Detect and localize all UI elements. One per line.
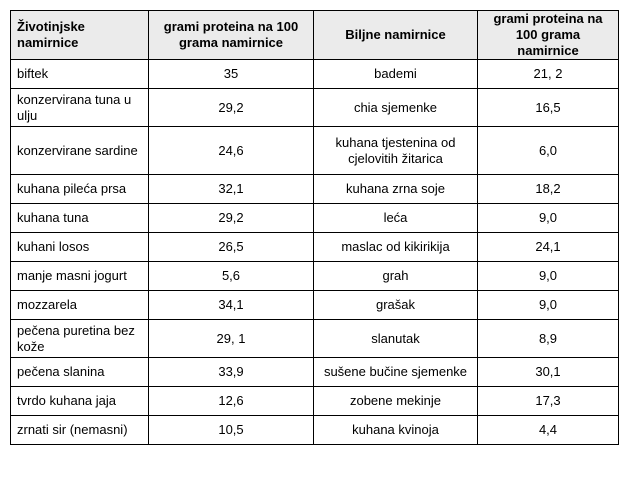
table-row	[11, 262, 619, 291]
table-row	[11, 89, 619, 127]
plant-protein-cell: 16,5	[478, 89, 619, 127]
plant-food-cell: zobene mekinje	[314, 387, 478, 416]
animal-food-cell: zrnati sir (nemasni)	[11, 416, 149, 445]
animal-protein-cell: 10,5	[149, 416, 314, 445]
animal-protein-cell: 34,1	[149, 291, 314, 320]
table-row	[11, 60, 619, 89]
table-row	[11, 416, 619, 445]
animal-protein-cell: 29, 1	[149, 320, 314, 358]
header-animal-foods: Životinjske namirnice	[11, 11, 149, 60]
table-row	[11, 233, 619, 262]
plant-food-cell: sušene bučine sjemenke	[314, 358, 478, 387]
header-plant-foods: Biljne namirnice	[314, 11, 478, 60]
plant-food-cell: slanutak	[314, 320, 478, 358]
animal-food-cell: konzervirana tuna u ulju	[11, 89, 149, 127]
animal-protein-cell: 12,6	[149, 387, 314, 416]
plant-protein-cell: 9,0	[478, 291, 619, 320]
animal-food-cell: biftek	[11, 60, 149, 89]
plant-food-cell: chia sjemenke	[314, 89, 478, 127]
animal-protein-cell: 24,6	[149, 127, 314, 175]
plant-protein-cell: 8,9	[478, 320, 619, 358]
header-row	[11, 11, 619, 60]
plant-protein-cell: 24,1	[478, 233, 619, 262]
table-row	[11, 387, 619, 416]
animal-protein-cell: 29,2	[149, 89, 314, 127]
animal-food-cell: tvrdo kuhana jaja	[11, 387, 149, 416]
animal-protein-cell: 35	[149, 60, 314, 89]
animal-protein-cell: 29,2	[149, 204, 314, 233]
plant-food-cell: bademi	[314, 60, 478, 89]
plant-protein-cell: 9,0	[478, 262, 619, 291]
table-row	[11, 320, 619, 358]
plant-protein-cell: 4,4	[478, 416, 619, 445]
header-plant-protein-grams: grami proteina na 100 grama namirnice	[478, 11, 619, 60]
plant-food-cell: maslac od kikirikija	[314, 233, 478, 262]
plant-protein-cell: 18,2	[478, 175, 619, 204]
table-row	[11, 358, 619, 387]
plant-food-cell: leća	[314, 204, 478, 233]
animal-food-cell: mozzarela	[11, 291, 149, 320]
plant-protein-cell: 6,0	[478, 127, 619, 175]
table-row	[11, 291, 619, 320]
plant-food-cell: kuhana tjestenina od cjelovitih žitarica	[314, 127, 478, 175]
animal-food-cell: pečena slanina	[11, 358, 149, 387]
plant-food-cell: grah	[314, 262, 478, 291]
animal-protein-cell: 32,1	[149, 175, 314, 204]
plant-protein-cell: 30,1	[478, 358, 619, 387]
animal-food-cell: kuhani losos	[11, 233, 149, 262]
header-animal-protein-grams: grami proteina na 100 grama namirnice	[149, 11, 314, 60]
animal-food-cell: manje masni jogurt	[11, 262, 149, 291]
table-row	[11, 127, 619, 175]
table-row	[11, 204, 619, 233]
plant-food-cell: kuhana zrna soje	[314, 175, 478, 204]
protein-comparison-table	[10, 10, 619, 445]
animal-protein-cell: 5,6	[149, 262, 314, 291]
table-header	[11, 11, 619, 60]
plant-food-cell: grašak	[314, 291, 478, 320]
plant-protein-cell: 17,3	[478, 387, 619, 416]
animal-food-cell: kuhana pileća prsa	[11, 175, 149, 204]
table-body	[11, 60, 619, 445]
animal-protein-cell: 33,9	[149, 358, 314, 387]
table-row	[11, 175, 619, 204]
animal-food-cell: pečena puretina bez kože	[11, 320, 149, 358]
plant-protein-cell: 21, 2	[478, 60, 619, 89]
plant-protein-cell: 9,0	[478, 204, 619, 233]
animal-food-cell: kuhana tuna	[11, 204, 149, 233]
plant-food-cell: kuhana kvinoja	[314, 416, 478, 445]
animal-food-cell: konzervirane sardine	[11, 127, 149, 175]
animal-protein-cell: 26,5	[149, 233, 314, 262]
